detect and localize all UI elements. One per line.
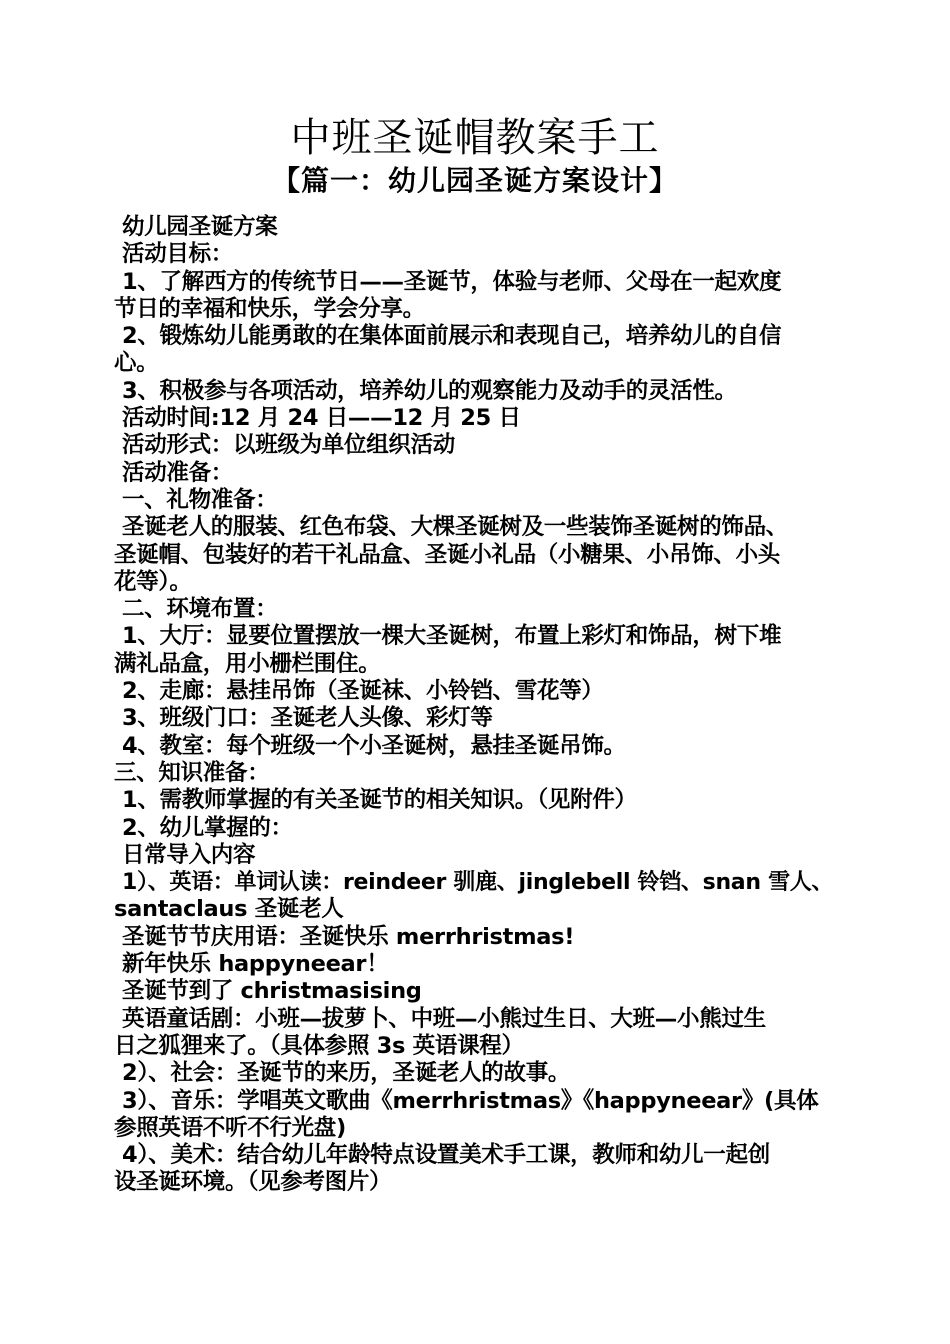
document-line: santaclaus 圣诞老人 <box>114 896 344 923</box>
document-line: 1、需教师掌握的有关圣诞节的相关知识。（见附件） <box>122 787 637 814</box>
document-line: 圣诞老人的服装、红色布袋、大棵圣诞树及一些装饰圣诞树的饰品、 <box>122 514 789 541</box>
document-line: 一、礼物准备： <box>122 486 278 513</box>
document-line: 心。 <box>114 350 159 377</box>
document-line: 新年快乐 happyneear！ <box>122 951 389 978</box>
document-line: 活动形式：以班级为单位组织活动 <box>122 432 456 459</box>
document-line: 2、幼儿掌握的： <box>122 814 293 841</box>
document-line: 花等）。 <box>114 568 192 595</box>
document-line: 2）、社会：圣诞节的来历，圣诞老人的故事。 <box>122 1060 571 1087</box>
document-body <box>114 214 840 1197</box>
document-line: 活动目标： <box>122 241 234 268</box>
document-line: 2、锻炼幼儿能勇敢的在集体面前展示和表现自己，培养幼儿的自信 <box>122 323 782 350</box>
document-line: 日之狐狸来了。（具体参照 3s 英语课程） <box>114 1032 524 1059</box>
document-line: 幼儿园圣诞方案 <box>122 214 278 240</box>
document-line: 3、班级门口：圣诞老人头像、彩灯等 <box>122 705 493 732</box>
document-line: 节日的幸福和快乐，学会分享。 <box>114 295 425 322</box>
document-line: 设圣诞环境。（见参考图片） <box>114 1169 392 1196</box>
document-line: 3）、音乐：学唱英文歌曲《merrhristmas》《happyneear》(具体 <box>122 1087 819 1114</box>
document-line: 满礼品盒，用小栅栏围住。 <box>114 650 381 677</box>
document-line: 1、大厅：显要位置摆放一棵大圣诞树，布置上彩灯和饰品，树下堆 <box>122 623 782 650</box>
document-line: 1、了解西方的传统节日——圣诞节，体验与老师、父母在一起欢度 <box>122 268 782 295</box>
document-line: 二、环境布置： <box>122 596 278 623</box>
document-title: 中班圣诞帽教案手工 <box>290 115 660 161</box>
document-line: 活动时间:12 月 24 日——12 月 25 日 <box>122 405 521 432</box>
document-line: 圣诞帽、包装好的若干礼品盒、圣诞小礼品（小糖果、小吊饰、小头 <box>114 541 781 568</box>
document-line: 圣诞节节庆用语：圣诞快乐 merrhristmas! <box>122 923 575 950</box>
document-line: 3、积极参与各项活动，培养幼儿的观察能力及动手的灵活性。 <box>122 377 737 404</box>
document-line: 4、教室：每个班级一个小圣诞树，悬挂圣诞吊饰。 <box>122 732 626 759</box>
document-line: 三、知识准备： <box>114 759 270 786</box>
document-line: 英语童话剧：小班—拔萝卜、中班—小熊过生日、大班—小熊过生 <box>122 1005 766 1032</box>
document-line: 日常导入内容 <box>122 841 256 868</box>
document-line: 活动准备： <box>122 459 234 486</box>
document-subtitle: 【篇一：幼儿园圣诞方案设计】 <box>271 164 678 197</box>
document-line: 1）、英语：单词认读：reindeer 驯鹿、jinglebell 铃铛、snan 雪人、 <box>122 870 834 896</box>
document-line: 2、走廊：悬挂吊饰（圣诞袜、小铃铛、雪花等） <box>122 678 604 705</box>
document-line: 4）、美术：结合幼儿年龄特点设置美术手工课，教师和幼儿一起创 <box>122 1142 770 1169</box>
document-line: 参照英语不听不行光盘) <box>114 1114 346 1141</box>
document-line: 圣诞节到了 christmasising <box>122 978 422 1005</box>
